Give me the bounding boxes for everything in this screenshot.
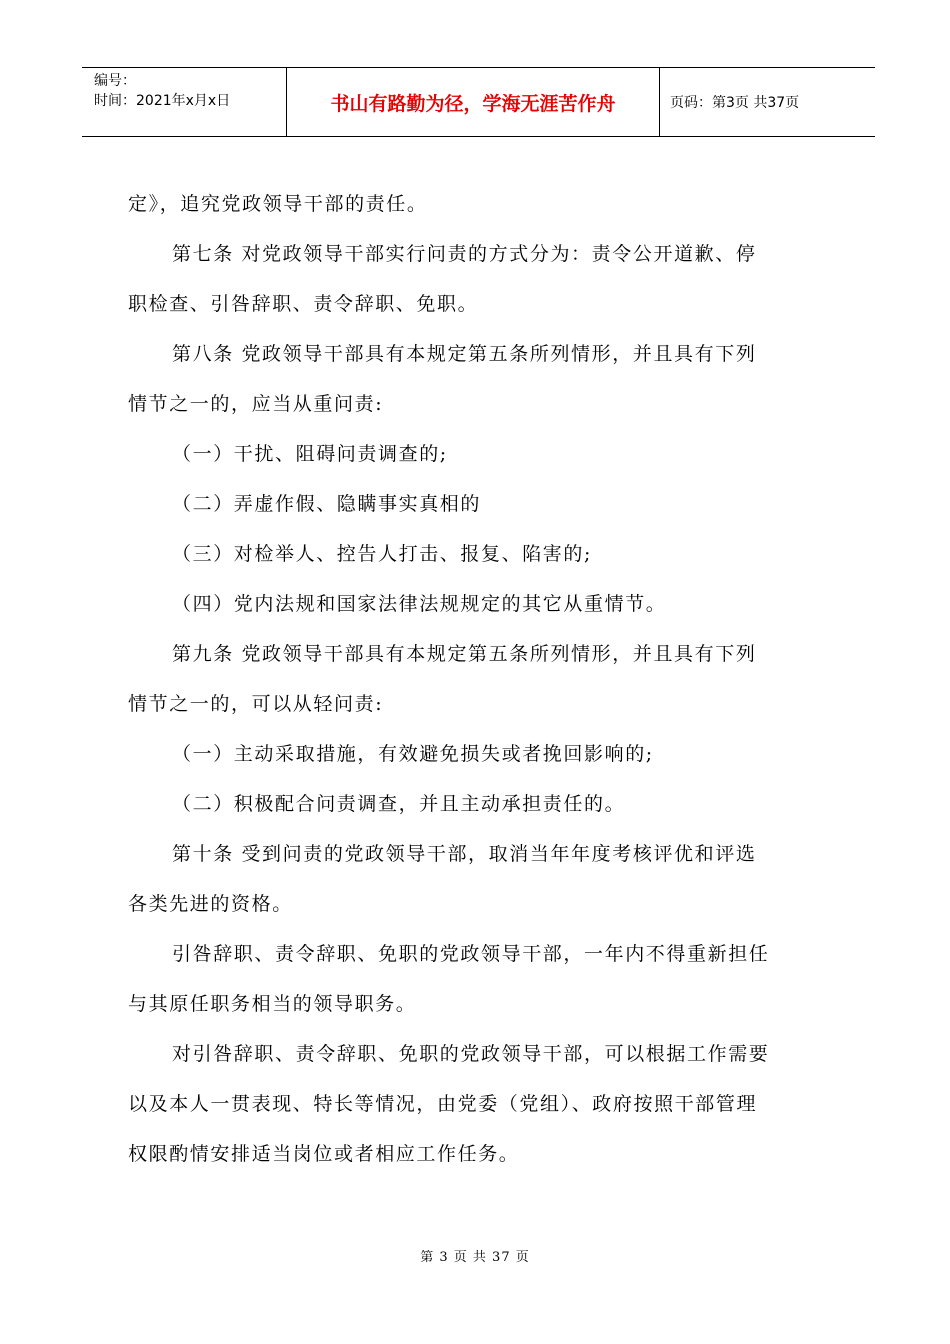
body-line: 权限酌情安排适当岗位或者相应工作任务。 <box>128 1143 520 1165</box>
header-motto: 书山有路勤为径，学海无涯苦作舟 <box>330 92 616 115</box>
body-line: 定》，追究党政领导干部的责任。 <box>128 193 428 215</box>
body-line: 各类先进的资格。 <box>128 893 293 915</box>
document-number-label: 编号： <box>94 73 136 89</box>
list-item: （三）对检举人、控告人打击、报复、陷害的; <box>172 543 593 565</box>
list-item: （一）主动采取措施，有效避免损失或者挽回影响的; <box>172 743 654 765</box>
article-8-line: 第八条 党政领导干部具有本规定第五条所列情形，并且具有下列 <box>172 343 757 365</box>
body-line: 情节之一的，应当从重问责: <box>128 393 384 415</box>
article-9-line: 第九条 党政领导干部具有本规定第五条所列情形，并且具有下列 <box>172 643 757 665</box>
page-header <box>82 67 875 137</box>
body-line: 职检查、引咎辞职、责令辞职、免职。 <box>128 293 479 315</box>
list-item: （二）积极配合问责调查，并且主动承担责任的。 <box>172 793 626 815</box>
header-divider <box>659 68 660 136</box>
body-line: 以及本人一贯表现、特长等情况，由党委（党组）、政府按照干部管理 <box>128 1093 758 1115</box>
body-line: 对引咎辞职、责令辞职、免职的党政领导干部，可以根据工作需要 <box>172 1043 770 1065</box>
list-item: （一）干扰、阻碍问责调查的; <box>172 443 448 465</box>
document-time: 时间：2021年x月x日 <box>94 93 231 109</box>
body-line: 与其原任职务相当的领导职务。 <box>128 993 417 1015</box>
list-item: （二）弄虚作假、隐瞒事实真相的 <box>172 493 482 515</box>
body-line: 引咎辞职、责令辞职、免职的党政领导干部，一年内不得重新担任 <box>172 943 770 965</box>
page-footer: 第 3 页 共 37 页 <box>420 1250 530 1265</box>
header-meta <box>94 71 230 111</box>
body-line: 情节之一的，可以从轻问责: <box>128 693 384 715</box>
list-item: （四）党内法规和国家法律法规规定的其它从重情节。 <box>172 593 667 615</box>
header-page-info: 页码：第3页 共37页 <box>670 95 800 111</box>
article-7-line: 第七条 对党政领导干部实行问责的方式分为：责令公开道歉、停 <box>172 243 757 265</box>
article-10-line: 第十条 受到问责的党政领导干部，取消当年年度考核评优和评选 <box>172 843 757 865</box>
